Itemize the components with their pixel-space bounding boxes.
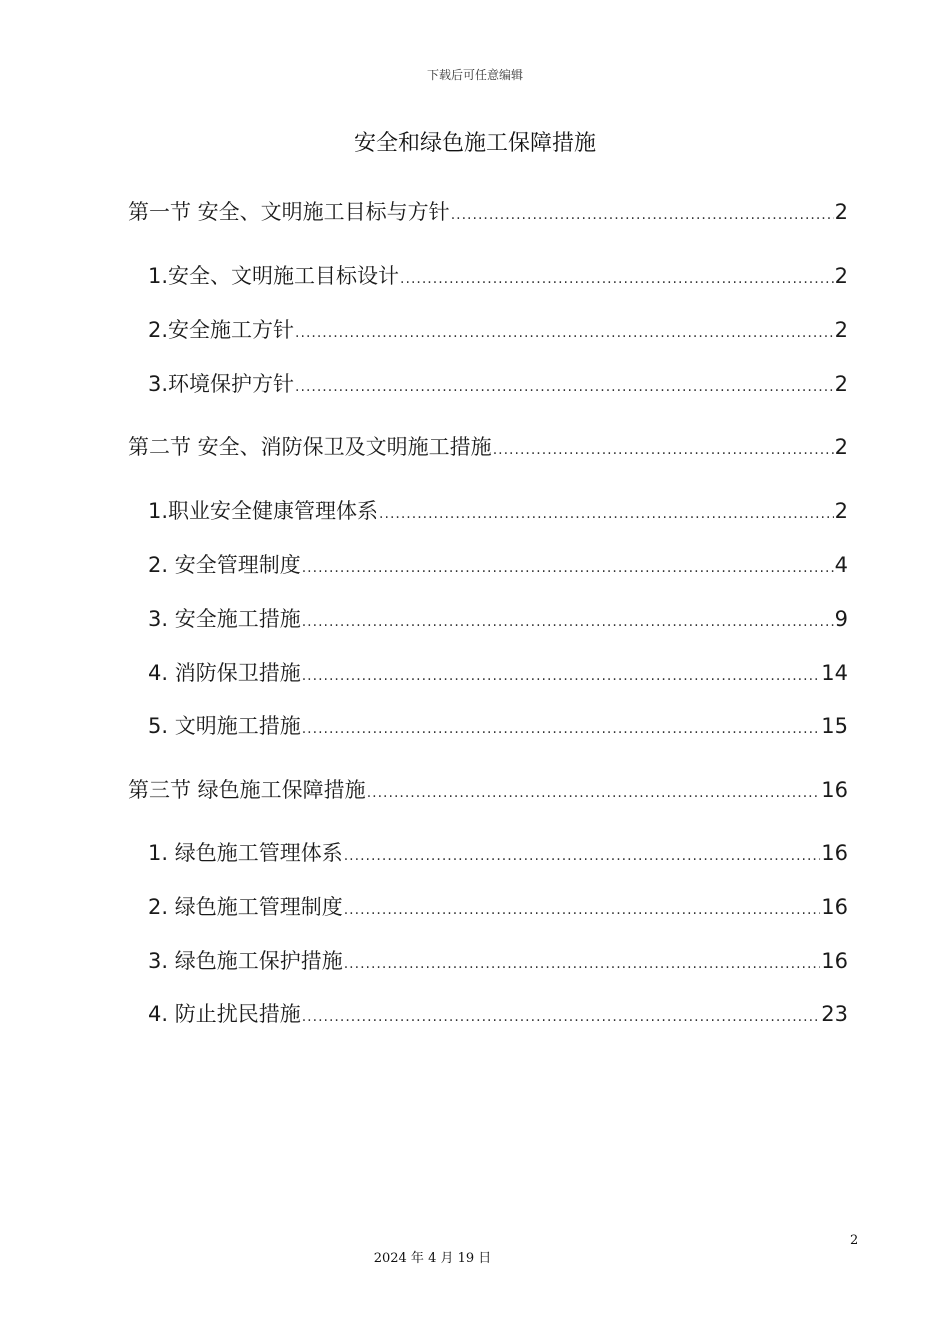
toc-leader-dots [344, 896, 821, 924]
toc-entry[interactable] [128, 198, 848, 226]
toc-leader-dots [344, 842, 821, 870]
toc-entry[interactable] [148, 316, 848, 344]
toc-entry-page: 16 [821, 895, 848, 919]
toc-entry-page: 2 [834, 264, 848, 288]
toc-entry[interactable] [148, 893, 848, 921]
toc-leader-dots [302, 715, 821, 743]
toc-entry-text: 4. 防止扰民措施 [148, 1002, 301, 1026]
toc-entry[interactable] [148, 551, 848, 579]
toc-entry[interactable] [148, 262, 848, 290]
toc-entry-text: 5. 文明施工措施 [148, 714, 301, 738]
document-title: 安全和绿色施工保障措施 [353, 131, 596, 156]
toc-leader-dots [451, 201, 834, 229]
toc-entry-text: 第一节 安全、文明施工目标与方针 [128, 200, 450, 224]
toc-entry-text: 2.安全施工方针 [148, 318, 295, 342]
toc-leader-dots [295, 319, 834, 347]
toc-entry-text: 4. 消防保卫措施 [148, 661, 301, 685]
toc-entry-text: 3. 安全施工措施 [148, 607, 301, 631]
toc-entry-text: 1.安全、文明施工目标设计 [148, 264, 400, 288]
toc-leader-dots [302, 608, 834, 636]
toc-entry-text: 3.环境保护方针 [148, 372, 295, 396]
toc-entry[interactable] [148, 947, 848, 975]
toc-leader-dots [302, 662, 821, 690]
toc-entry-page: 16 [821, 949, 848, 973]
toc-leader-dots [302, 1003, 821, 1031]
toc-leader-dots [367, 779, 821, 807]
toc-entry[interactable] [148, 659, 848, 687]
toc-entry-page: 4 [834, 553, 848, 577]
toc-entry-text: 2. 安全管理制度 [148, 553, 301, 577]
toc-entry-page: 2 [834, 372, 848, 396]
toc-entry-page: 9 [834, 607, 848, 631]
toc-entry-page: 2 [834, 499, 848, 523]
toc-entry-page: 16 [821, 778, 848, 802]
toc-leader-dots [493, 436, 834, 464]
toc-leader-dots [400, 265, 834, 293]
toc-entry[interactable] [128, 776, 848, 804]
toc-entry-page: 15 [821, 714, 848, 738]
toc-entry-page: 2 [834, 318, 848, 342]
toc-entry[interactable] [148, 1000, 848, 1028]
toc-entry[interactable] [148, 370, 848, 398]
toc-entry[interactable] [148, 839, 848, 867]
toc-entry-page: 16 [821, 841, 848, 865]
toc-entry-text: 1.职业安全健康管理体系 [148, 499, 379, 523]
toc-entry-text: 第二节 安全、消防保卫及文明施工措施 [128, 435, 492, 459]
toc-leader-dots [344, 950, 821, 978]
toc-leader-dots [295, 373, 834, 401]
toc-leader-dots [379, 500, 834, 528]
toc-entry-text: 1. 绿色施工管理体系 [148, 841, 343, 865]
toc-entry[interactable] [148, 497, 848, 525]
toc-entry-text: 2. 绿色施工管理制度 [148, 895, 343, 919]
footer-date: 2024 年 4 月 19 日 [373, 1251, 492, 1266]
page-number: 2 [850, 1233, 859, 1248]
toc-entry[interactable] [148, 605, 848, 633]
header-note: 下载后可任意编辑 [426, 68, 523, 82]
toc-entry[interactable] [148, 712, 848, 740]
toc-entry[interactable] [128, 433, 848, 461]
toc-entry-text: 3. 绿色施工保护措施 [148, 949, 343, 973]
toc-entry-page: 2 [834, 200, 848, 224]
toc-entry-page: 23 [821, 1002, 848, 1026]
toc-entry-text: 第三节 绿色施工保障措施 [128, 778, 366, 802]
toc-leader-dots [302, 554, 834, 582]
toc-entry-page: 2 [834, 435, 848, 459]
toc-entry-page: 14 [821, 661, 848, 685]
